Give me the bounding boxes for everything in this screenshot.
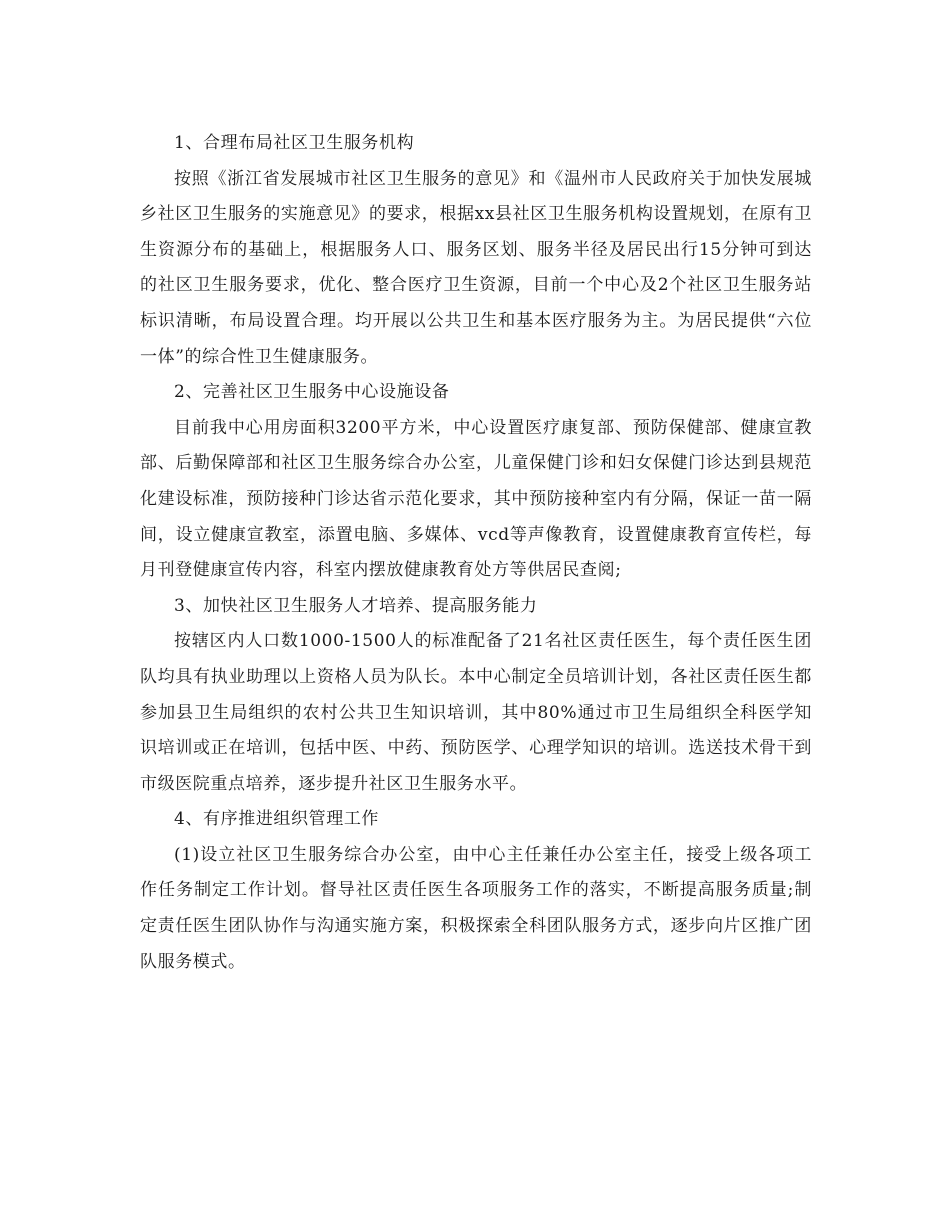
- document-body: [140, 126, 812, 980]
- section-heading-3: 3、加快社区卫生服务人才培养、提高服务能力: [174, 595, 538, 616]
- section-heading-4: 4、有序推进组织管理工作: [174, 809, 380, 830]
- section-paragraph-2: 目前我中心用房面积3200平方米，中心设置医疗康复部、预防保健部、健康宣教部、后勤保障部和社区卫生服务综合办公室，儿童保健门诊和妇女保健门诊达到县规范化建设标准，预防接种门诊达省示范化要求，其中预防接种室内有分隔，保证一苗一隔间，设立健康宣教室，添置电脑、多媒体、vcd等声像教育，设置健康教育宣传栏，每月刊登健康宣传内容，科室内摆放健康教育处方等供居民查阅;: [140, 417, 812, 581]
- section-paragraph-1: 按照《浙江省发展城市社区卫生服务的意见》和《温州市人民政府关于加快发展城乡社区卫生服务的实施意见》的要求，根据xx县社区卫生服务机构设置规划，在原有卫生资源分布的基础上，根据服务人口、服务区划、服务半径及居民出行15分钟可到达的社区卫生服务要求，优化、整合医疗卫生资源，目前一个中心及2个社区卫生服务站标识清晰，布局设置合理。均开展以公共卫生和基本医疗服务为主。为居民提供“六位一体”的综合性卫生健康服务。: [140, 168, 812, 367]
- section-paragraph-3: 按辖区内人口数1000-1500人的标准配备了21名社区责任医生，每个责任医生团队均具有执业助理以上资格人员为队长。本中心制定全员培训计划，各社区责任医生都参加县卫生局组织的农村公共卫生知识培训，其中80%通过市卫生局组织全科医学知识培训或正在培训，包括中医、中药、预防医学、心理学知识的培训。选送技术骨干到市级医院重点培养，逐步提升社区卫生服务水平。: [140, 631, 812, 794]
- section-heading-2: 2、完善社区卫生服务中心设施设备: [174, 382, 450, 403]
- section-heading-1: 1、合理布局社区卫生服务机构: [174, 133, 415, 153]
- section-paragraph-4: (1)设立社区卫生服务综合办公室，由中心主任兼任办公室主任，接受上级各项工作任务制定工作计划。督导社区责任医生各项服务工作的落实，不断提高服务质量;制定责任医生团队协作与沟通实施方案，积极探索全科团队服务方式，逐步向片区推广团队服务模式。: [140, 844, 812, 972]
